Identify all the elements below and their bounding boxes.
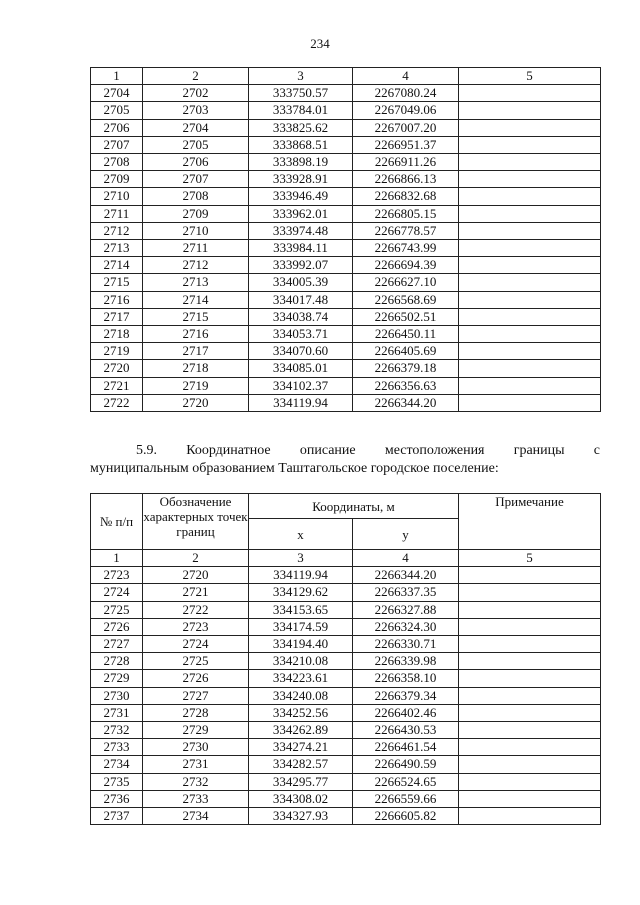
cell-designation: 2718 [143,360,249,377]
table-row [91,722,601,739]
cell-point-number: 2706 [91,119,143,136]
cell-point-number: 2717 [91,308,143,325]
cell-note [459,601,601,618]
cell-y: 2266430.53 [353,722,459,739]
cell-designation: 2726 [143,670,249,687]
cell-point-number: 2714 [91,257,143,274]
cell-x: 334262.89 [249,722,353,739]
cell-note [459,85,601,102]
cell-x: 334210.08 [249,653,353,670]
table-row [91,567,601,584]
cell-designation: 2717 [143,343,249,360]
cell-x: 334295.77 [249,773,353,790]
cell-note [459,257,601,274]
cell-point-number: 2708 [91,154,143,171]
cell-designation: 2709 [143,205,249,222]
cell-note [459,102,601,119]
table-row [91,739,601,756]
cell-note [459,188,601,205]
cell-y: 2267049.06 [353,102,459,119]
cell-x: 333750.57 [249,85,353,102]
cell-x: 334223.61 [249,670,353,687]
cell-x: 334017.48 [249,291,353,308]
cell-x: 333962.01 [249,205,353,222]
header-designation: Обозначение характерных точек границ [143,494,249,550]
header-note: Примечание [459,494,601,550]
cell-designation: 2725 [143,653,249,670]
cell-note [459,274,601,291]
cell-point-number: 2729 [91,670,143,687]
column-number: 4 [353,550,459,567]
cell-note [459,739,601,756]
coordinates-table [90,493,601,825]
cell-y: 2266379.18 [353,360,459,377]
cell-point-number: 2721 [91,377,143,394]
table-row [91,326,601,343]
table-row [91,394,601,411]
table-row [91,257,601,274]
cell-note [459,687,601,704]
table-row [91,790,601,807]
cell-designation: 2732 [143,773,249,790]
column-number: 5 [459,68,601,85]
cell-point-number: 2712 [91,222,143,239]
cell-x: 334174.59 [249,618,353,635]
table-row [91,308,601,325]
cell-designation: 2702 [143,85,249,102]
cell-point-number: 2710 [91,188,143,205]
cell-y: 2266358.10 [353,670,459,687]
cell-x: 334053.71 [249,326,353,343]
cell-x: 333928.91 [249,171,353,188]
section-heading: 5.9. Координатное описание местоположения границы с [136,443,600,458]
cell-designation: 2720 [143,394,249,411]
column-number-row [91,68,601,85]
page-number: 234 [310,36,330,51]
cell-x: 334240.08 [249,687,353,704]
cell-designation: 2712 [143,257,249,274]
cell-y: 2266911.26 [353,154,459,171]
cell-y: 2266344.20 [353,394,459,411]
cell-designation: 2708 [143,188,249,205]
cell-designation: 2713 [143,274,249,291]
table-row [91,205,601,222]
table-row [91,687,601,704]
column-number: 3 [249,68,353,85]
cell-point-number: 2722 [91,394,143,411]
table-row [91,670,601,687]
cell-point-number: 2735 [91,773,143,790]
cell-note [459,670,601,687]
cell-y: 2266559.66 [353,790,459,807]
table-row [91,291,601,308]
cell-x: 334129.62 [249,584,353,601]
cell-note [459,756,601,773]
cell-designation: 2731 [143,756,249,773]
cell-designation: 2704 [143,119,249,136]
cell-y: 2266337.35 [353,584,459,601]
cell-point-number: 2705 [91,102,143,119]
cell-point-number: 2732 [91,722,143,739]
cell-y: 2266330.71 [353,636,459,653]
table-row [91,85,601,102]
column-number: 2 [143,68,249,85]
cell-designation: 2706 [143,154,249,171]
cell-note [459,171,601,188]
cell-y: 2266502.51 [353,308,459,325]
cell-x: 334252.56 [249,704,353,721]
header-coordinates: Координаты, м [249,494,459,519]
cell-note [459,808,601,825]
cell-y: 2266743.99 [353,240,459,257]
cell-designation: 2728 [143,704,249,721]
cell-designation: 2705 [143,136,249,153]
cell-x: 334005.39 [249,274,353,291]
table-row [91,360,601,377]
cell-designation: 2721 [143,584,249,601]
cell-y: 2266778.57 [353,222,459,239]
cell-point-number: 2713 [91,240,143,257]
cell-note [459,636,601,653]
cell-x: 333974.48 [249,222,353,239]
column-number: 1 [91,550,143,567]
cell-x: 333992.07 [249,257,353,274]
cell-designation: 2730 [143,739,249,756]
table-row [91,808,601,825]
cell-designation: 2729 [143,722,249,739]
column-number: 5 [459,550,601,567]
table-row [91,756,601,773]
cell-designation: 2703 [143,102,249,119]
cell-point-number: 2737 [91,808,143,825]
cell-point-number: 2723 [91,567,143,584]
cell-designation: 2714 [143,291,249,308]
cell-y: 2266694.39 [353,257,459,274]
cell-x: 333784.01 [249,102,353,119]
cell-x: 334327.93 [249,808,353,825]
cell-designation: 2733 [143,790,249,807]
cell-x: 333825.62 [249,119,353,136]
cell-note [459,360,601,377]
cell-point-number: 2726 [91,618,143,635]
table-row [91,377,601,394]
cell-y: 2266405.69 [353,343,459,360]
table-row [91,618,601,635]
cell-designation: 2710 [143,222,249,239]
cell-point-number: 2709 [91,171,143,188]
column-number-row [91,550,601,567]
cell-y: 2267007.20 [353,119,459,136]
cell-x: 334085.01 [249,360,353,377]
cell-y: 2266327.88 [353,601,459,618]
cell-point-number: 2724 [91,584,143,601]
table-row [91,343,601,360]
cell-point-number: 2704 [91,85,143,102]
cell-designation: 2734 [143,808,249,825]
cell-y: 2266450.11 [353,326,459,343]
table-row [91,119,601,136]
coordinates-table-continued [90,67,601,412]
header-x: x [249,519,353,550]
cell-point-number: 2716 [91,291,143,308]
cell-y: 2266402.46 [353,704,459,721]
table-row [91,171,601,188]
cell-x: 334038.74 [249,308,353,325]
table-row [91,136,601,153]
column-number: 3 [249,550,353,567]
cell-note [459,704,601,721]
table-row [91,601,601,618]
cell-x: 333868.51 [249,136,353,153]
cell-designation: 2716 [143,326,249,343]
cell-point-number: 2719 [91,343,143,360]
cell-designation: 2724 [143,636,249,653]
cell-point-number: 2730 [91,687,143,704]
cell-y: 2266605.82 [353,808,459,825]
cell-y: 2266524.65 [353,773,459,790]
cell-x: 333984.11 [249,240,353,257]
cell-y: 2266324.30 [353,618,459,635]
cell-note [459,377,601,394]
cell-designation: 2720 [143,567,249,584]
cell-designation: 2719 [143,377,249,394]
cell-x: 334119.94 [249,394,353,411]
cell-note [459,291,601,308]
cell-point-number: 2715 [91,274,143,291]
cell-point-number: 2736 [91,790,143,807]
cell-designation: 2723 [143,618,249,635]
header-number: № п/п [91,494,143,550]
cell-y: 2266490.59 [353,756,459,773]
cell-y: 2266832.68 [353,188,459,205]
cell-x: 334282.57 [249,756,353,773]
header-y: y [353,519,459,550]
cell-note [459,343,601,360]
cell-point-number: 2725 [91,601,143,618]
table-row [91,188,601,205]
table-row [91,584,601,601]
cell-note [459,790,601,807]
table-row [91,154,601,171]
cell-y: 2266627.10 [353,274,459,291]
column-number: 2 [143,550,249,567]
cell-designation: 2727 [143,687,249,704]
cell-designation: 2722 [143,601,249,618]
table-row [91,222,601,239]
cell-point-number: 2727 [91,636,143,653]
column-number: 4 [353,68,459,85]
cell-point-number: 2707 [91,136,143,153]
cell-point-number: 2711 [91,205,143,222]
cell-y: 2266805.15 [353,205,459,222]
table-row [91,274,601,291]
cell-point-number: 2720 [91,360,143,377]
cell-note [459,394,601,411]
cell-x: 334119.94 [249,567,353,584]
cell-point-number: 2731 [91,704,143,721]
cell-x: 333946.49 [249,188,353,205]
cell-note [459,154,601,171]
cell-point-number: 2733 [91,739,143,756]
cell-note [459,773,601,790]
column-number: 1 [91,68,143,85]
cell-y: 2266339.98 [353,653,459,670]
section-heading-continuation: муниципальным образованием Таштагольское городское поселение: [90,461,499,476]
table-row [91,704,601,721]
cell-x: 334274.21 [249,739,353,756]
cell-point-number: 2734 [91,756,143,773]
table-row [91,102,601,119]
cell-x: 334194.40 [249,636,353,653]
cell-note [459,205,601,222]
cell-x: 334070.60 [249,343,353,360]
cell-note [459,119,601,136]
cell-y: 2266461.54 [353,739,459,756]
cell-x: 334308.02 [249,790,353,807]
cell-y: 2266951.37 [353,136,459,153]
cell-y: 2266568.69 [353,291,459,308]
cell-note [459,653,601,670]
cell-y: 2267080.24 [353,85,459,102]
cell-note [459,722,601,739]
table-row [91,636,601,653]
cell-x: 334153.65 [249,601,353,618]
cell-point-number: 2728 [91,653,143,670]
cell-note [459,240,601,257]
cell-note [459,567,601,584]
table-row [91,773,601,790]
cell-y: 2266866.13 [353,171,459,188]
table-row [91,653,601,670]
cell-x: 333898.19 [249,154,353,171]
table-row [91,240,601,257]
cell-designation: 2711 [143,240,249,257]
cell-y: 2266344.20 [353,567,459,584]
cell-designation: 2715 [143,308,249,325]
cell-point-number: 2718 [91,326,143,343]
cell-y: 2266356.63 [353,377,459,394]
cell-note [459,308,601,325]
cell-note [459,222,601,239]
cell-note [459,618,601,635]
cell-note [459,584,601,601]
cell-x: 334102.37 [249,377,353,394]
cell-designation: 2707 [143,171,249,188]
cell-note [459,136,601,153]
cell-note [459,326,601,343]
cell-y: 2266379.34 [353,687,459,704]
